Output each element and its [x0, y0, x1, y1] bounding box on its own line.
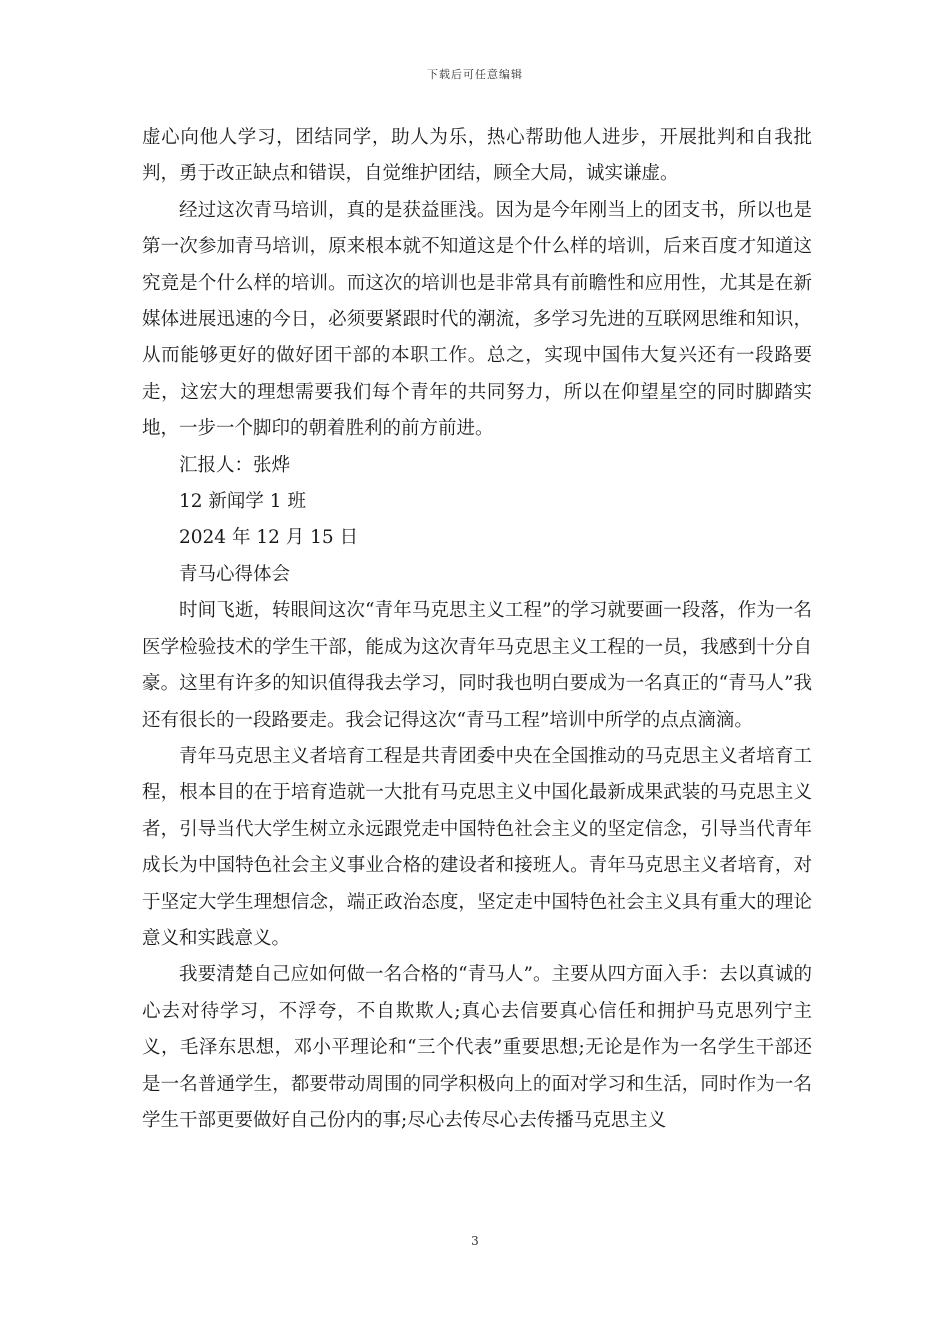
- reporter-line: 汇报人：张烨: [179, 454, 291, 476]
- page-header: 下载后可任意编辑: [427, 68, 523, 81]
- document-body: [142, 120, 812, 1139]
- paragraph-how-to: 我要清楚自己应如何做一名合格的“青马人”。主要从四方面入手：去以真诚的心去对待学习，不浮夸，不自欺欺人;真心去信要真心信任和拥护马克思列宁主义，毛泽东思想，邓小平理论和“三个代表”重要思想;无论是作为一名学生干部还是一名普通学生，都要带动周围的同学积极向上的面对学习和生活，同时作为一名学生干部更要做好自己份内的事;尽心去传尽心去传播马克思主义: [142, 964, 812, 1131]
- paragraph-project-intro: 青年马克思主义者培育工程是共青团委中央在全国推动的马克思主义者培育工程，根本目的在于培育造就一大批有马克思主义中国化最新成果武装的马克思主义者，引导当代大学生树立永远跟党走中国特色社会主义的坚定信念，引导当代青年成长为中国特色社会主义事业合格的建设者和接班人。青年马克思主义者培育，对于坚定大学生理想信念，端正政治态度，坚定走中国特色社会主义具有重大的理论意义和实践意义。: [142, 745, 812, 949]
- section-title: 青马心得体会: [179, 563, 291, 585]
- paragraph-time-flies: 时间飞逝，转眼间这次“青年马克思主义工程”的学习就要画一段落，作为一名医学检验技术的学生干部，能成为这次青年马克思主义工程的一员，我感到十分自豪。这里有许多的知识值得我去学习，同时我也明白要成为一名真正的“青马人”我还有很长的一段路要走。我会记得这次“青马工程”培训中所学的点点滴滴。: [142, 600, 812, 731]
- paragraph-training-reflection: 经过这次青马培训，真的是获益匪浅。因为是今年刚当上的团支书，所以也是第一次参加青马培训，原来根本就不知道这是个什么样的培训，后来百度才知道这究竟是个什么样的培训。而这次的培训也是非常具有前瞻性和应用性，尤其是在新媒体进展迅速的今日，必须要紧跟时代的潮流，多学习先进的互联网思维和知识，从而能够更好的做好团干部的本职工作。总之，实现中国伟大复兴还有一段路要走，这宏大的理想需要我们每个青年的共同努力，所以在仰望星空的同时脚踏实地，一步一个脚印的朝着胜利的前方前进。: [142, 199, 812, 440]
- paragraph-continuation: 虚心向他人学习，团结同学，助人为乐，热心帮助他人进步，开展批判和自我批判，勇于改正缺点和错误，自觉维护团结，顾全大局，诚实谦虚。: [142, 127, 812, 185]
- date-line: 2024 年 12 月 15 日: [179, 527, 359, 549]
- page-number: 3: [471, 1234, 479, 1248]
- class-line: 12 新闻学 1 班: [179, 491, 306, 513]
